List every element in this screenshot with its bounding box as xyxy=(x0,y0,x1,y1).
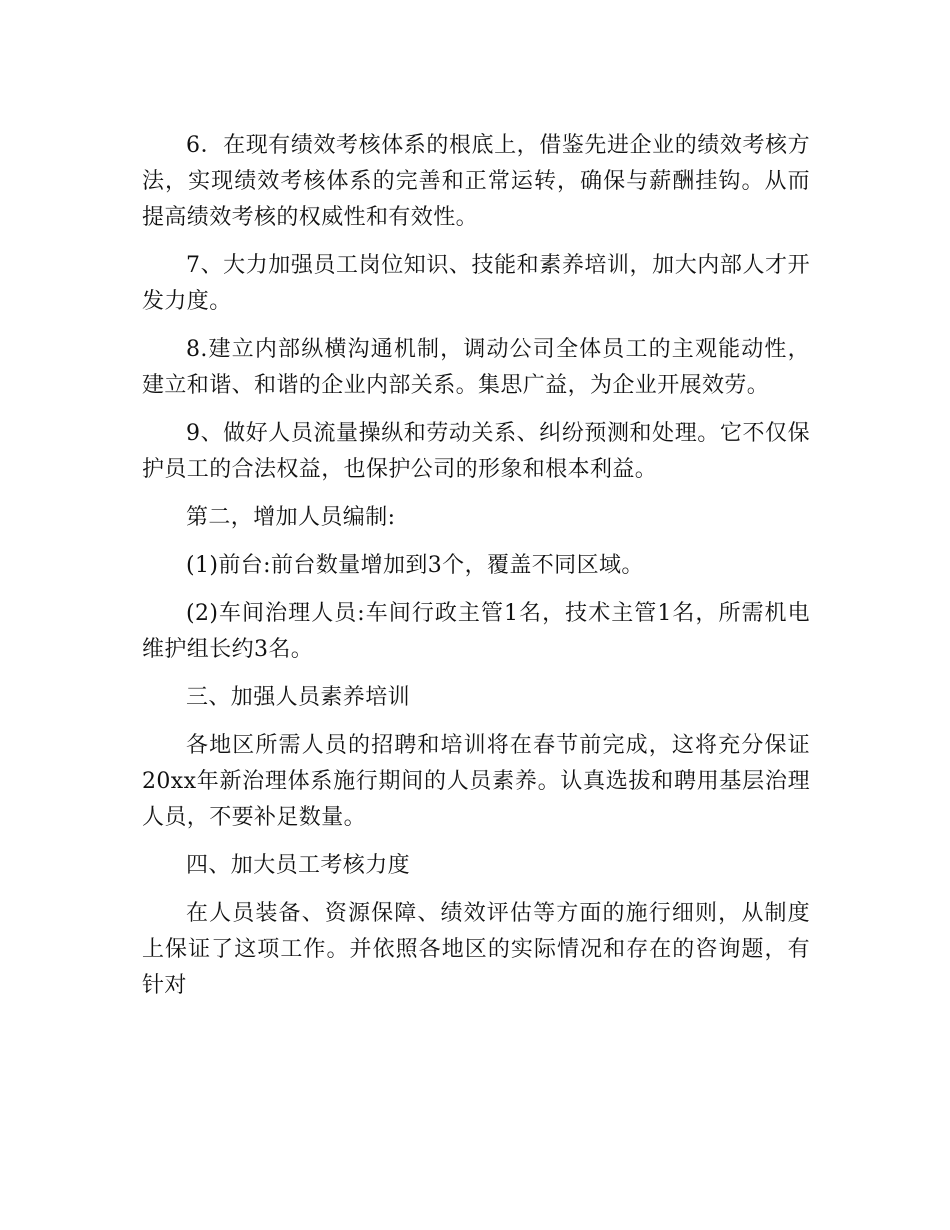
document-body xyxy=(142,128,810,1016)
paragraph-labor-relations: 9、做好人员流量操纵和劳动关系、纠纷预测和处理。它不仅保护员工的合法权益，也保护公司的形象和根本利益。 xyxy=(142,421,810,482)
paragraph-staff-training: 7、大力加强员工岗位知识、技能和素养培训，加大内部人才开发力度。 xyxy=(142,253,810,314)
section-heading-staffing: 第二，增加人员编制: xyxy=(186,505,396,530)
list-item-workshop-management: (2)车间治理人员:车间行政主管1名，技术主管1名，所需机电维护组长约3名。 xyxy=(142,601,810,662)
section-heading-assessment: 四、加大员工考核力度 xyxy=(186,853,411,878)
paragraph-recruitment: 各地区所需人员的招聘和培训将在春节前完成，这将充分保证20xx年新治理体系施行期间的人员素养。认真选拔和聘用基层治理人员，不要补足数量。 xyxy=(142,733,810,830)
list-item-front-desk: (1)前台:前台数量增加到3个，覆盖不同区域。 xyxy=(186,553,644,578)
paragraph-implementation: 在人员装备、资源保障、绩效评估等方面的施行细则，从制度上保证了这项工作。并依照各地区的实际情况和存在的咨询题，有针对 xyxy=(142,901,810,998)
paragraph-performance-review: 6．在现有绩效考核体系的根底上，借鉴先进企业的绩效考核方法，实现绩效考核体系的完善和正常运转，确保与薪酬挂钩。从而提高绩效考核的权威性和有效性。 xyxy=(142,133,810,230)
section-heading-training: 三、加强人员素养培训 xyxy=(186,685,411,710)
paragraph-communication-mechanism: 8.建立内部纵横沟通机制，调动公司全体员工的主观能动性，建立和谐、和谐的企业内部关系。集思广益，为企业开展效劳。 xyxy=(142,337,810,398)
